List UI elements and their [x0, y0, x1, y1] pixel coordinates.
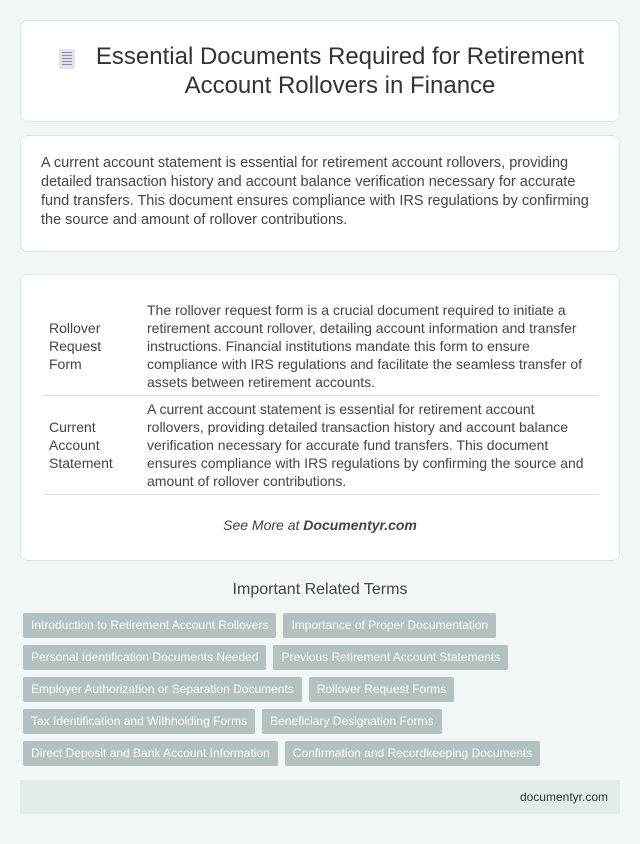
- description: The rollover request form is a crucial document required to initiate a retirement account rollover, detailing account information and transfer instructions. Financial institutions mandate this form to ensure compliance with IRS regulations and facilitate the seamless transfer of assets between retirement accounts.: [141, 297, 599, 396]
- see-more-link[interactable]: Documentyr.com: [303, 517, 417, 533]
- related-tag[interactable]: Personal Identification Documents Needed: [23, 645, 266, 670]
- related-tag[interactable]: Importance of Proper Documentation: [283, 613, 496, 638]
- document-icon: [59, 49, 75, 69]
- footer-site[interactable]: documentyr.com: [519, 790, 608, 804]
- page-title: Essential Documents Required for Retirement Account Rollovers in Finance: [95, 43, 585, 99]
- term: Rollover Request Form: [43, 297, 141, 396]
- related-tag[interactable]: Direct Deposit and Bank Account Information: [23, 741, 278, 766]
- table-row: [43, 396, 599, 495]
- related-tag[interactable]: Tax Identification and Withholding Forms: [23, 709, 255, 734]
- related-tag[interactable]: Employer Authorization or Separation Documents: [23, 677, 302, 702]
- intro-text: A current account statement is essential for retirement account rollovers, providing detailed transaction history and account balance verification necessary for accurate fund transfers. This document ensures compliance with IRS regulations by confirming the source and amount of rollover contributions.: [41, 155, 589, 228]
- table-row: [43, 297, 599, 396]
- terms-table: [43, 297, 599, 495]
- description: A current account statement is essential for retirement account rollovers, providing detailed transaction history and account balance verification necessary for accurate fund transfers. This document ensures compliance with IRS regulations by confirming the source and amount of rollover contributions.: [141, 396, 599, 495]
- related-tag[interactable]: Previous Retirement Account Statements: [273, 645, 508, 670]
- see-more: See More at Documentyr.com: [223, 517, 417, 533]
- related-tag[interactable]: Confirmation and Recordkeeping Documents: [285, 741, 540, 766]
- related-title: Important Related Terms: [232, 581, 408, 598]
- intro-card: [20, 135, 620, 252]
- related-tags: [23, 613, 623, 766]
- related-tag[interactable]: Introduction to Retirement Account Rollovers: [23, 613, 276, 638]
- header-card: [20, 20, 620, 122]
- term: Current Account Statement: [43, 396, 141, 495]
- related-tag[interactable]: Beneficiary Designation Forms: [262, 709, 441, 734]
- terms-card: [20, 274, 620, 561]
- related-tag[interactable]: Rollover Request Forms: [309, 677, 454, 702]
- footer: [20, 780, 620, 814]
